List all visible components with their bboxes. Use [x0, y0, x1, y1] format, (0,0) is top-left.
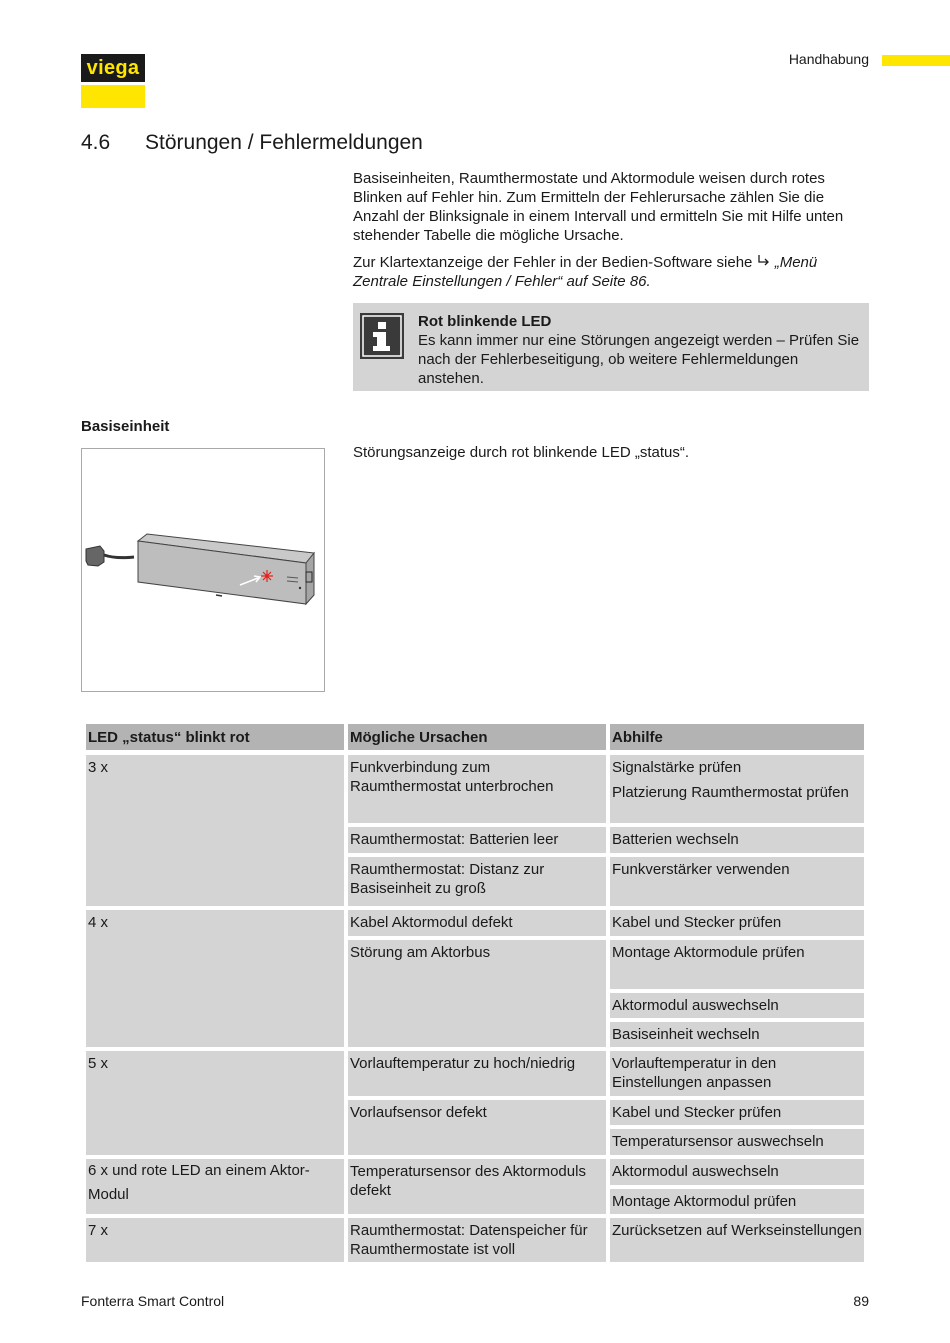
- table-cell-remedy: Montage Aktormodule prüfen: [610, 940, 864, 989]
- table-cell-cause: Vorlaufsensor defekt: [348, 1100, 606, 1155]
- note-text: Es kann immer nur eine Störungen angezeigt werden – Prüfen Sie nach der Fehlerbeseitigung, ob weitere Fehlermeldungen anstehen.: [418, 332, 860, 387]
- figure-caption: Störungsanzeige durch rot blinkende LED „status“.: [353, 444, 690, 461]
- note-content: [418, 312, 863, 388]
- intro-paragraph-2: [353, 253, 873, 291]
- footer-product: Fonterra Smart Control: [81, 1293, 225, 1309]
- table-cell-remedy: Batterien wechseln: [610, 827, 864, 853]
- table-cell-remedy: Zurücksetzen auf Werkseinstellungen: [610, 1218, 864, 1262]
- heading-number: 4.6: [81, 131, 111, 154]
- table-cell-led: 5 x: [86, 1051, 344, 1155]
- table-cell-remedy: Vorlauftemperatur in den Einstellungen anpassen: [610, 1051, 864, 1096]
- table-cell-cause: Raumthermostat: Batterien leer: [348, 827, 606, 853]
- info-icon: [360, 313, 404, 359]
- table-cell-remedy: [610, 755, 864, 823]
- page-number: 89: [853, 1293, 869, 1309]
- table-cell-remedy: Kabel und Stecker prüfen: [610, 1100, 864, 1125]
- viega-logo: viega: [81, 54, 145, 82]
- table-header-remedy: Abhilfe: [610, 724, 864, 750]
- intro-p2-text: Zur Klartextanzeige der Fehler in der Bedien-Software siehe: [353, 254, 757, 271]
- intro-paragraph-1: Basiseinheiten, Raumthermostate und Aktormodule weisen durch rotes Blinken auf Fehler hin. Zum Ermitteln der Fehlerursache zählen Sie die Anzahl der Blinksignale in einem Intervall und ermitteln Sie mit Hilfe unten stehender Tabelle die mögliche Ursache.: [353, 170, 844, 244]
- section-label: Handhabung: [788, 51, 869, 67]
- page-heading: [81, 131, 423, 155]
- heading-title: Störungen / Fehlermeldungen: [145, 131, 423, 154]
- remedy-line: Platzierung Raumthermostat prüfen: [612, 784, 849, 801]
- table-cell-cause: Kabel Aktormodul defekt: [348, 910, 606, 936]
- table-cell-led: 7 x: [86, 1218, 344, 1262]
- note-title: Rot blinkende LED: [418, 313, 552, 330]
- table-cell-remedy: Funkverstärker verwenden: [610, 857, 864, 906]
- base-unit-illustration: [81, 448, 325, 692]
- subheading-basiseinheit: Basiseinheit: [81, 418, 170, 435]
- table-cell-cause: Raumthermostat: Distanz zur Basiseinheit zu groß: [348, 857, 606, 906]
- table-cell-remedy: Temperatursensor auswechseln: [610, 1129, 864, 1155]
- table-cell-remedy: Basiseinheit wechseln: [610, 1022, 864, 1047]
- table-cell-remedy: Aktormodul auswechseln: [610, 993, 864, 1018]
- table-cell-cause: Störung am Aktorbus: [348, 940, 606, 1047]
- table-cell-led: 3 x: [86, 755, 344, 906]
- table-cell-led: 6 x und rote LED an einem Aktor-Modul: [86, 1159, 344, 1214]
- table-cell-remedy: Kabel und Stecker prüfen: [610, 910, 864, 936]
- table-cell-led: 4 x: [86, 910, 344, 1047]
- cross-reference-link[interactable]: „Menü Zentrale Einstellungen / Fehler“ auf Seite 86.: [353, 254, 818, 290]
- table-header-led: LED „status“ blinkt rot: [86, 724, 344, 750]
- table-cell-cause: Temperatursensor des Aktormoduls defekt: [348, 1159, 606, 1214]
- remedy-line: Signalstärke prüfen: [612, 759, 742, 776]
- table-cell-cause: Raumthermostat: Datenspeicher für Raumthermostate ist voll: [348, 1218, 606, 1262]
- logo-yellow-bar: [81, 85, 145, 108]
- table-header-causes: Mögliche Ursachen: [348, 724, 606, 750]
- table-cell-remedy: Aktormodul auswechseln: [610, 1159, 864, 1185]
- link-arrow-icon: [757, 254, 771, 271]
- section-yellow-bar: [882, 55, 950, 66]
- table-cell-cause: Vorlauftemperatur zu hoch/niedrig: [348, 1051, 606, 1096]
- table-cell-remedy: Montage Aktormodul prüfen: [610, 1189, 864, 1214]
- table-cell-cause: Funkverbindung zum Raumthermostat unterbrochen: [348, 755, 606, 823]
